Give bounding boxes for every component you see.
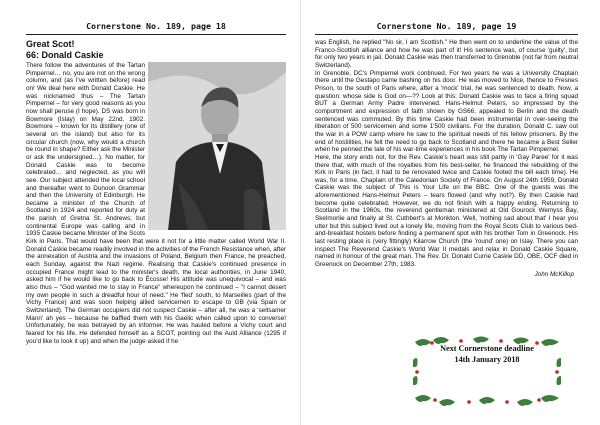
article-body-right-3: Here, the story ends not, for the Rev. Caskie's heart was still partly in 'Gay Paree' for it was there that, with much of the royalties from his best-seller, he financed the rebuilding of the Kirk in Paris (in fact, it had to be renovated twice and Caskie footed the bill each time). He was, for a time, Chaplain of the Caledonian Society of France. On August 24th 1959, Donald Caskie was the subject of This is Your Life on the BBC. One of the guests was the aforementioned Hans-Helmut Peters – tears flowed (and why not?). By then Caskie had become quite celebrated. However, we do not finish with a happy ending. Returning to Scotland in the 1960s, the reverend gentleman ministered at Old Gourock Wemyss Bay, Skelmorlie and finally at St. Cuthbert's at Monkton. Well, 'nothing sad about that' I hear you utter but this subject lived out a lonely life, moving from the Royal Scots Club to various bed-and-breakfast hostels before finding a permanent spot with his brother Tom in Greenock. His last resting place is (very fittingly) Kilarrow Church (the 'round' one) on Islay. There you can inspect The Reverend Caskie's World War II medals and relax in Donald Caskie Square, named in honour of the great man. The Rev. Dr. Donald Currie Caskie DD, OBE, OCF died in Greenock on December 27th, 1983. <box>315 153 578 269</box>
article-body-left: There follow the adventures of the Tartan Pimpernel… no, you are not on the wrong column, and (as I've written before) read on! We deal here with Donald Caskie. He was nicknamed thus – The Tartan Pimpernel – for very good reasons as you now shall peruse (I hope). DS was born in Bowmore (Islay) on May 22nd, 1902. Bowmore – known for its distillery (one of several on the island) but also for its circular church (now, why would a church be round in shape? Either ask the Minister or ask the undersigned…). No matter, for Donald Caskie was to become celebrated… and neglected, as you will see. Our subject attended the local school and thereafter went to Dunoon Grammar and then the University of Edinburgh. He became a minister of the Church of Scotland in 1924 and reported for duty at the parish of Gretna St. Andrews; but continental Europe was calling and in 1935 Caskie became Minister of the Scots Kirk in Paris. That would have been that were it not for a little matter called World War II. Donald Caskie became readily involved in the activities of the French Resistance when, after the annexation of Austria and the invasions of Poland, Belgium then France, he preached, each Sunday, against the Nazi regime. Realising that Caskie's continued presence in occupied France might lead to the minister's death, the local authorities, in June 1940, asked him if he would like to go back to Écosse! His attitude was unequivocal – and was also thus – "God wanted me to stay in France" whereupon he continued – "I cannot desert my own people in such a dreadful hour of need." He 'fled' south, to Marseilles (part of the Vichy France) and was soon helping allied servicemen to escape to GB (via Spain or Switzerland). The German occupiers did not suspect Caskie – after all, he was a 'seltsamer Mann' ah yes – because he baffled them with his Gaelic when called upon to converse! Unfortunately, he was betrayed by an informer. He was hauled before a Vichy court and feared for his life. He defended himself as a SCOT, pointing out the Auld Alliance (1295 if you'd like to look it up) and when the judge asked if he <box>26 62 286 345</box>
article-column-left <box>26 39 286 345</box>
header-rule-right <box>315 34 578 35</box>
portrait-photo <box>148 62 286 230</box>
deadline-notice <box>413 336 561 408</box>
article-title: 66: Donald Caskie <box>26 50 104 60</box>
article-body-right-1: was English, he replied "No sir, I am Scottish." He then went on to underline the value of the Franco-Scottish alliance and how he was part of it! His sentence was, of course 'guilty', but for only two years in jail. Donald Caskie was then transferred to Grenoble (not far from neutral Switzerland). <box>315 39 578 69</box>
section-title: Great Scot! <box>26 39 75 49</box>
author-signature: John McKillop <box>534 270 574 278</box>
page-header-left: Cornerstone No. 189, page 18 <box>86 21 226 31</box>
page-header-right: Cornerstone No. 189, page 19 <box>376 21 517 31</box>
deadline-date: 14th January 2018 <box>454 355 520 364</box>
header-rule-left <box>26 34 286 35</box>
article-column-right <box>315 39 578 278</box>
portrait-illustration <box>148 62 286 230</box>
page-19 <box>300 0 600 425</box>
article-body-right-2: In Grenoble, DC's Pimpernel work continued. For two years he was a University Chaplain there until the Gestapo came bashing on his door. He was moved to Nice, thence to Fresnes Prison, to the south of Paris where, after a 'mock' trial, he was sentenced to death. Now, a question: whose side is God on—?? Look at this: Donald Caskie was to face a firing squad BUT a German Army Padre intervened. Hans-Helmut Peters, so impressed by the comportment and expression of faith shown by GS66, appealed to Berlin and the death sentenced was commuted. By this time Caskie had been instrumental in over-seeing the liberation of 500 servicemen and some 1'500 civilians. For the duration, Donald C. saw out the war in a POW camp where he saw to the spiritual needs of his fellow prisoners. By the end of hostilities, he felt the need to go back to Scotland and there he became a Best Seller when he penned the tale of his war-time experiences in his book The Tartan Pimpernel. <box>315 69 578 154</box>
deadline-title: Next Cornerstone deadline <box>440 344 534 353</box>
holly-border-icon <box>413 336 561 408</box>
